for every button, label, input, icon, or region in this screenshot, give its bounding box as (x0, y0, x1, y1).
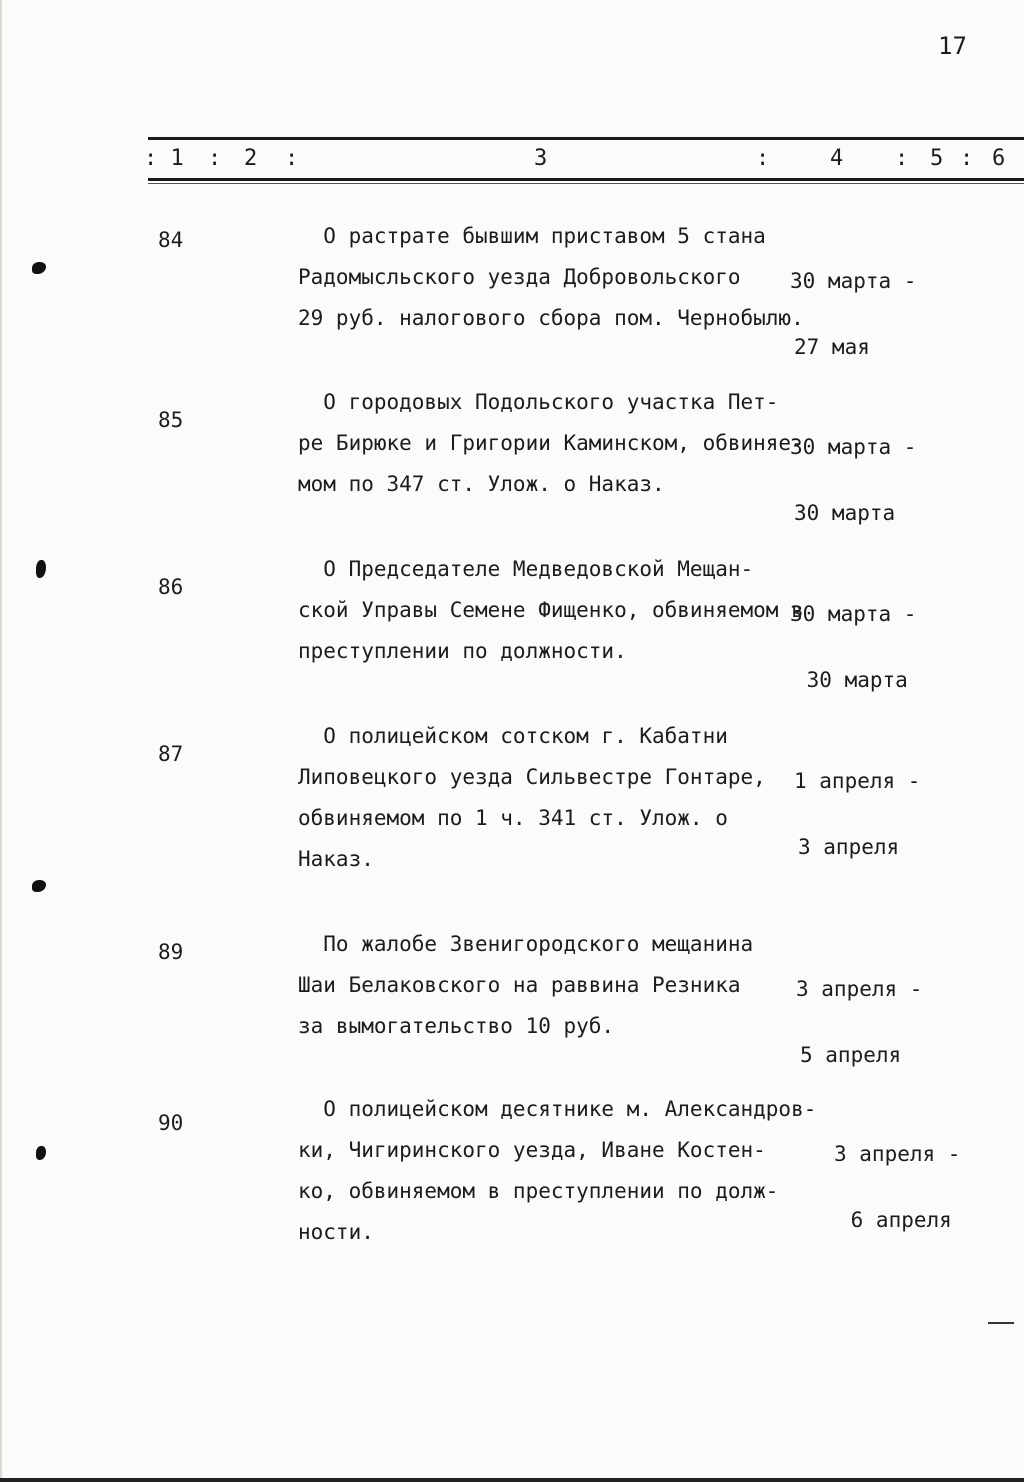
header-col-2: 2 (244, 146, 258, 171)
case-dates (834, 1099, 960, 1275)
case-description-line: мом по 347 ст. Улож. о Наказ. (298, 472, 665, 496)
case-date-start: 3 апреля - (834, 1142, 961, 1166)
case-description-line: Радомысльского уезда Добровольского (298, 265, 741, 289)
case-date-end: 6 апреля (838, 1208, 952, 1232)
case-description-line: Шаи Белаковского на раввина Резника (298, 973, 741, 997)
binding-hole-mark (36, 560, 46, 578)
case-number: 86 (158, 575, 184, 599)
case-date-start: 1 апреля - (794, 769, 921, 793)
binding-hole-mark (36, 1146, 46, 1160)
header-col-6: 6 (992, 146, 1006, 171)
table-header-row (0, 146, 1024, 176)
case-description-line: По жалобе Звенигородского мещанина (298, 932, 754, 956)
case-description-line: ской Управы Семене Фищенко, обвиняемом в (298, 598, 804, 622)
header-col-3: 3 (534, 146, 548, 171)
case-description (298, 1089, 838, 1253)
case-description (298, 716, 818, 880)
case-dates (790, 559, 916, 735)
case-description-line: О городовых Подольского участка Пет- (298, 390, 779, 414)
case-description (298, 549, 818, 672)
page-bottom-edge (0, 1478, 1024, 1482)
case-description-line: преступлении по должности. (298, 639, 627, 663)
table-header-bottom-rule-thin (148, 183, 1024, 184)
case-dates (794, 726, 920, 902)
case-description-line: ки, Чигиринского уезда, Иване Костен- (298, 1138, 766, 1162)
case-date-start: 3 апреля - (796, 977, 923, 1001)
case-description-line: обвиняемом по 1 ч. 341 ст. Улож. о (298, 806, 728, 830)
case-description-line: ности. (298, 1220, 374, 1244)
header-sep-4: : (895, 146, 909, 171)
case-description (298, 382, 818, 505)
case-number: 90 (158, 1111, 184, 1135)
binding-hole-mark (32, 262, 46, 274)
header-sep-1: : (208, 146, 222, 171)
case-description-line: ко, обвиняемом в преступлении по долж- (298, 1179, 779, 1203)
case-number: 89 (158, 940, 184, 964)
header-sep-2: : (285, 146, 299, 171)
case-date-end: 5 апреля (800, 1043, 902, 1067)
case-description-line: О Председателе Медведовской Мещан- (298, 557, 754, 581)
case-dates (796, 934, 922, 1110)
binding-hole-mark (32, 880, 46, 892)
header-col-4: 4 (830, 146, 844, 171)
case-date-start: 30 марта - (790, 602, 917, 626)
margin-dash-mark (988, 1322, 1014, 1324)
page-left-edge (0, 0, 2, 1482)
case-description-line: О полицейском сотском г. Кабатни (298, 724, 728, 748)
case-description (298, 924, 818, 1047)
case-description-line: 29 руб. налогового сбора пом. Чернобылю. (298, 306, 804, 330)
case-date-start: 30 марта - (790, 435, 917, 459)
case-number: 87 (158, 742, 184, 766)
page-number: 17 (938, 32, 967, 60)
header-col-1: : 1 (144, 146, 184, 171)
case-description-line: О полицейском десятнике м. Александров- (298, 1097, 817, 1121)
table-header-top-rule (148, 137, 1024, 140)
case-description-line: Липовецкого уезда Сильвестре Гонтаре, (298, 765, 766, 789)
case-dates (790, 226, 916, 402)
case-number: 85 (158, 408, 184, 432)
case-date-end: 30 марта (794, 501, 896, 525)
case-description-line: за вымогательство 10 руб. (298, 1014, 615, 1038)
case-description (298, 216, 818, 339)
case-dates (790, 392, 916, 568)
header-sep-3: : (756, 146, 770, 171)
case-date-end: 27 мая (794, 335, 870, 359)
table-header-bottom-rule (148, 178, 1024, 181)
case-date-start: 30 марта - (790, 269, 917, 293)
header-sep-5: : (960, 146, 974, 171)
case-description-line: ре Бирюке и Григории Каминском, обвиняе- (298, 431, 804, 455)
case-date-end: 30 марта (794, 668, 908, 692)
header-col-5: 5 (930, 146, 944, 171)
case-date-end: 3 апреля (798, 835, 900, 859)
case-description-line: О растрате бывшим приставом 5 стана (298, 224, 766, 248)
case-description-line: Наказ. (298, 847, 374, 871)
case-number: 84 (158, 228, 184, 252)
